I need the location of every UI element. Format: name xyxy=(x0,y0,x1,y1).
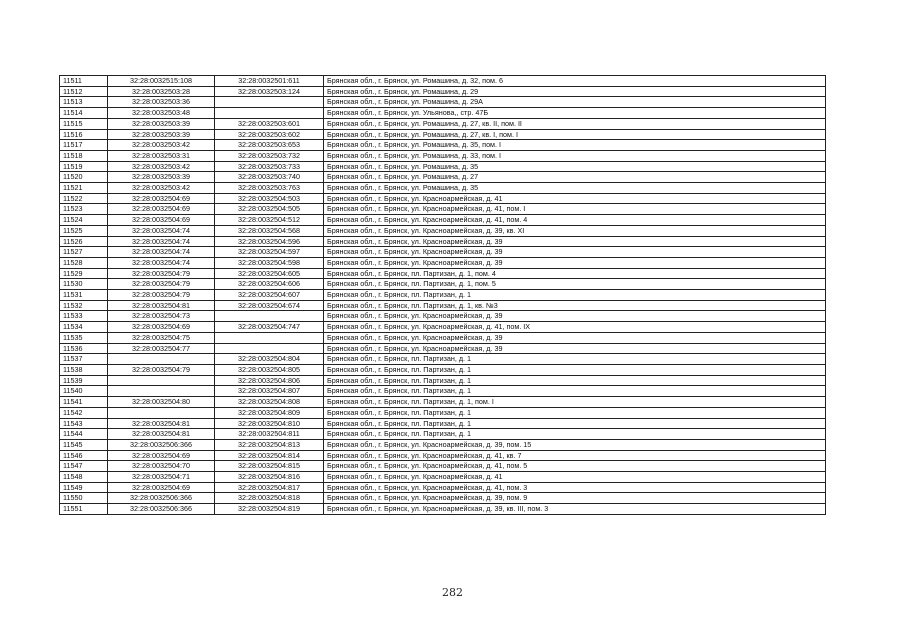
row-number-cell: 11512 xyxy=(60,86,108,97)
land-plot-cadastral-number-cell: 32:28:0032504:69 xyxy=(108,450,215,461)
address-cell: Брянская обл., г. Брянск, пл. Партизан, д. 1, пом. 5 xyxy=(324,279,826,290)
row-number-cell: 11515 xyxy=(60,118,108,129)
address-cell: Брянская обл., г. Брянск, ул. Ульянова,, стр. 47Б xyxy=(324,108,826,119)
row-number-cell: 11522 xyxy=(60,193,108,204)
table-row xyxy=(60,150,826,161)
cadastral-table xyxy=(59,75,826,515)
row-number-cell: 11527 xyxy=(60,247,108,258)
address-cell: Брянская обл., г. Брянск, пл. Партизан, д. 1 xyxy=(324,375,826,386)
land-plot-cadastral-number-cell: 32:28:0032506:366 xyxy=(108,504,215,515)
land-plot-cadastral-number-cell: 32:28:0032504:71 xyxy=(108,472,215,483)
row-number-cell: 11539 xyxy=(60,375,108,386)
table-row xyxy=(60,268,826,279)
table-row xyxy=(60,493,826,504)
table-row xyxy=(60,118,826,129)
table-row xyxy=(60,86,826,97)
table-row xyxy=(60,418,826,429)
building-cadastral-number-cell: 32:28:0032504:817 xyxy=(215,482,324,493)
land-plot-cadastral-number-cell: 32:28:0032506:366 xyxy=(108,439,215,450)
row-number-cell: 11535 xyxy=(60,332,108,343)
address-cell: Брянская обл., г. Брянск, ул. Красноармейская, д. 39 xyxy=(324,257,826,268)
address-cell: Брянская обл., г. Брянск, пл. Партизан, д. 1, пом. I xyxy=(324,397,826,408)
address-cell: Брянская обл., г. Брянск, ул. Ромашина, д. 27, кв. I, пом. I xyxy=(324,129,826,140)
building-cadastral-number-cell: 32:28:0032504:598 xyxy=(215,257,324,268)
building-cadastral-number-cell: 32:28:0032504:807 xyxy=(215,386,324,397)
building-cadastral-number-cell: 32:28:0032503:732 xyxy=(215,150,324,161)
land-plot-cadastral-number-cell: 32:28:0032506:366 xyxy=(108,493,215,504)
table-row xyxy=(60,76,826,87)
building-cadastral-number-cell: 32:28:0032503:733 xyxy=(215,161,324,172)
row-number-cell: 11529 xyxy=(60,268,108,279)
row-number-cell: 11541 xyxy=(60,397,108,408)
address-cell: Брянская обл., г. Брянск, ул. Красноармейская, д. 39 xyxy=(324,311,826,322)
building-cadastral-number-cell: 32:28:0032504:805 xyxy=(215,364,324,375)
land-plot-cadastral-number-cell: 32:28:0032503:39 xyxy=(108,129,215,140)
row-number-cell: 11534 xyxy=(60,322,108,333)
land-plot-cadastral-number-cell xyxy=(108,407,215,418)
building-cadastral-number-cell: 32:28:0032504:819 xyxy=(215,504,324,515)
building-cadastral-number-cell xyxy=(215,311,324,322)
row-number-cell: 11546 xyxy=(60,450,108,461)
address-cell: Брянская обл., г. Брянск, пл. Партизан, д. 1, пом. 4 xyxy=(324,268,826,279)
land-plot-cadastral-number-cell: 32:28:0032504:79 xyxy=(108,279,215,290)
building-cadastral-number-cell: 32:28:0032501:611 xyxy=(215,76,324,87)
land-plot-cadastral-number-cell: 32:28:0032503:31 xyxy=(108,150,215,161)
address-cell: Брянская обл., г. Брянск, ул. Красноармейская, д. 41, пом. IX xyxy=(324,322,826,333)
address-cell: Брянская обл., г. Брянск, ул. Красноармейская, д. 41, пом. I xyxy=(324,204,826,215)
address-cell: Брянская обл., г. Брянск, ул. Ромашина, д. 29А xyxy=(324,97,826,108)
row-number-cell: 11551 xyxy=(60,504,108,515)
building-cadastral-number-cell: 32:28:0032504:804 xyxy=(215,354,324,365)
land-plot-cadastral-number-cell: 32:28:0032504:80 xyxy=(108,397,215,408)
land-plot-cadastral-number-cell: 32:28:0032504:74 xyxy=(108,257,215,268)
land-plot-cadastral-number-cell: 32:28:0032504:74 xyxy=(108,236,215,247)
land-plot-cadastral-number-cell: 32:28:0032504:75 xyxy=(108,332,215,343)
address-cell: Брянская обл., г. Брянск, ул. Красноармейская, д. 41 xyxy=(324,193,826,204)
building-cadastral-number-cell xyxy=(215,343,324,354)
table-row xyxy=(60,482,826,493)
land-plot-cadastral-number-cell: 32:28:0032504:79 xyxy=(108,364,215,375)
address-cell: Брянская обл., г. Брянск, ул. Ромашина, д. 35 xyxy=(324,183,826,194)
row-number-cell: 11518 xyxy=(60,150,108,161)
table-row xyxy=(60,354,826,365)
building-cadastral-number-cell: 32:28:0032504:806 xyxy=(215,375,324,386)
row-number-cell: 11544 xyxy=(60,429,108,440)
row-number-cell: 11543 xyxy=(60,418,108,429)
building-cadastral-number-cell xyxy=(215,332,324,343)
building-cadastral-number-cell: 32:28:0032504:597 xyxy=(215,247,324,258)
table-row xyxy=(60,140,826,151)
row-number-cell: 11547 xyxy=(60,461,108,472)
table-row xyxy=(60,472,826,483)
land-plot-cadastral-number-cell: 32:28:0032504:81 xyxy=(108,300,215,311)
table-row xyxy=(60,504,826,515)
table-row xyxy=(60,461,826,472)
land-plot-cadastral-number-cell: 32:28:0032503:39 xyxy=(108,172,215,183)
address-cell: Брянская обл., г. Брянск, пл. Партизан, д. 1 xyxy=(324,407,826,418)
address-cell: Брянская обл., г. Брянск, ул. Красноармейская, д. 41 xyxy=(324,472,826,483)
building-cadastral-number-cell xyxy=(215,97,324,108)
table-row xyxy=(60,97,826,108)
building-cadastral-number-cell: 32:28:0032503:124 xyxy=(215,86,324,97)
land-plot-cadastral-number-cell: 32:28:0032504:81 xyxy=(108,418,215,429)
address-cell: Брянская обл., г. Брянск, ул. Красноармейская, д. 39 xyxy=(324,332,826,343)
address-cell: Брянская обл., г. Брянск, пл. Партизан, д. 1 xyxy=(324,429,826,440)
table-row xyxy=(60,332,826,343)
building-cadastral-number-cell xyxy=(215,108,324,119)
row-number-cell: 11538 xyxy=(60,364,108,375)
table-row xyxy=(60,279,826,290)
land-plot-cadastral-number-cell: 32:28:0032504:77 xyxy=(108,343,215,354)
building-cadastral-number-cell: 32:28:0032504:607 xyxy=(215,290,324,301)
building-cadastral-number-cell: 32:28:0032504:814 xyxy=(215,450,324,461)
land-plot-cadastral-number-cell: 32:28:0032504:73 xyxy=(108,311,215,322)
row-number-cell: 11524 xyxy=(60,215,108,226)
table-row xyxy=(60,225,826,236)
row-number-cell: 11525 xyxy=(60,225,108,236)
building-cadastral-number-cell: 32:28:0032504:818 xyxy=(215,493,324,504)
address-cell: Брянская обл., г. Брянск, ул. Красноармейская, д. 39 xyxy=(324,343,826,354)
row-number-cell: 11531 xyxy=(60,290,108,301)
land-plot-cadastral-number-cell: 32:28:0032504:74 xyxy=(108,247,215,258)
land-plot-cadastral-number-cell: 32:28:0032504:69 xyxy=(108,482,215,493)
land-plot-cadastral-number-cell: 32:28:0032504:69 xyxy=(108,215,215,226)
address-cell: Брянская обл., г. Брянск, ул. Красноармейская, д. 41, пом. 4 xyxy=(324,215,826,226)
land-plot-cadastral-number-cell xyxy=(108,375,215,386)
address-cell: Брянская обл., г. Брянск, ул. Красноармейская, д. 41, пом. 5 xyxy=(324,461,826,472)
page-number: 282 xyxy=(442,586,463,599)
row-number-cell: 11516 xyxy=(60,129,108,140)
address-cell: Брянская обл., г. Брянск, ул. Ромашина, д. 33, пом. I xyxy=(324,150,826,161)
address-cell: Брянская обл., г. Брянск, пл. Партизан, д. 1 xyxy=(324,354,826,365)
table-row xyxy=(60,215,826,226)
address-cell: Брянская обл., г. Брянск, пл. Партизан, д. 1 xyxy=(324,364,826,375)
building-cadastral-number-cell: 32:28:0032504:512 xyxy=(215,215,324,226)
row-number-cell: 11513 xyxy=(60,97,108,108)
address-cell: Брянская обл., г. Брянск, пл. Партизан, д. 1 xyxy=(324,418,826,429)
land-plot-cadastral-number-cell xyxy=(108,386,215,397)
building-cadastral-number-cell: 32:28:0032503:601 xyxy=(215,118,324,129)
land-plot-cadastral-number-cell: 32:28:0032504:81 xyxy=(108,429,215,440)
land-plot-cadastral-number-cell: 32:28:0032503:42 xyxy=(108,183,215,194)
table-row xyxy=(60,322,826,333)
table-row xyxy=(60,172,826,183)
row-number-cell: 11550 xyxy=(60,493,108,504)
row-number-cell: 11526 xyxy=(60,236,108,247)
row-number-cell: 11533 xyxy=(60,311,108,322)
building-cadastral-number-cell: 32:28:0032504:810 xyxy=(215,418,324,429)
building-cadastral-number-cell: 32:28:0032504:674 xyxy=(215,300,324,311)
building-cadastral-number-cell: 32:28:0032504:503 xyxy=(215,193,324,204)
land-plot-cadastral-number-cell: 32:28:0032503:42 xyxy=(108,161,215,172)
table-row xyxy=(60,450,826,461)
row-number-cell: 11520 xyxy=(60,172,108,183)
building-cadastral-number-cell: 32:28:0032504:816 xyxy=(215,472,324,483)
address-cell: Брянская обл., г. Брянск, ул. Красноармейская, д. 39, пом. 9 xyxy=(324,493,826,504)
land-plot-cadastral-number-cell xyxy=(108,354,215,365)
building-cadastral-number-cell: 32:28:0032504:605 xyxy=(215,268,324,279)
row-number-cell: 11542 xyxy=(60,407,108,418)
building-cadastral-number-cell: 32:28:0032503:653 xyxy=(215,140,324,151)
address-cell: Брянская обл., г. Брянск, ул. Ромашина, д. 27 xyxy=(324,172,826,183)
row-number-cell: 11545 xyxy=(60,439,108,450)
address-cell: Брянская обл., г. Брянск, пл. Партизан, д. 1 xyxy=(324,386,826,397)
address-cell: Брянская обл., г. Брянск, ул. Ромашина, д. 29 xyxy=(324,86,826,97)
table-row xyxy=(60,439,826,450)
row-number-cell: 11528 xyxy=(60,257,108,268)
building-cadastral-number-cell: 32:28:0032504:811 xyxy=(215,429,324,440)
row-number-cell: 11517 xyxy=(60,140,108,151)
building-cadastral-number-cell: 32:28:0032504:808 xyxy=(215,397,324,408)
row-number-cell: 11532 xyxy=(60,300,108,311)
table-row xyxy=(60,204,826,215)
building-cadastral-number-cell: 32:28:0032503:763 xyxy=(215,183,324,194)
address-cell: Брянская обл., г. Брянск, ул. Ромашина, д. 35 xyxy=(324,161,826,172)
row-number-cell: 11549 xyxy=(60,482,108,493)
land-plot-cadastral-number-cell: 32:28:0032515:108 xyxy=(108,76,215,87)
table-row xyxy=(60,407,826,418)
table-row xyxy=(60,193,826,204)
building-cadastral-number-cell: 32:28:0032503:602 xyxy=(215,129,324,140)
address-cell: Брянская обл., г. Брянск, ул. Красноармейская, д. 39 xyxy=(324,247,826,258)
row-number-cell: 11511 xyxy=(60,76,108,87)
table-row xyxy=(60,236,826,247)
land-plot-cadastral-number-cell: 32:28:0032503:36 xyxy=(108,97,215,108)
address-cell: Брянская обл., г. Брянск, ул. Красноармейская, д. 41, пом. 3 xyxy=(324,482,826,493)
address-cell: Брянская обл., г. Брянск, ул. Красноармейская, д. 39, пом. 15 xyxy=(324,439,826,450)
land-plot-cadastral-number-cell: 32:28:0032503:28 xyxy=(108,86,215,97)
address-cell: Брянская обл., г. Брянск, ул. Ромашина, д. 35, пом. I xyxy=(324,140,826,151)
land-plot-cadastral-number-cell: 32:28:0032504:69 xyxy=(108,322,215,333)
land-plot-cadastral-number-cell: 32:28:0032504:79 xyxy=(108,268,215,279)
land-plot-cadastral-number-cell: 32:28:0032504:69 xyxy=(108,193,215,204)
row-number-cell: 11540 xyxy=(60,386,108,397)
address-cell: Брянская обл., г. Брянск, ул. Красноармейская, д. 41, кв. 7 xyxy=(324,450,826,461)
table-row xyxy=(60,290,826,301)
building-cadastral-number-cell: 32:28:0032504:813 xyxy=(215,439,324,450)
row-number-cell: 11548 xyxy=(60,472,108,483)
land-plot-cadastral-number-cell: 32:28:0032503:39 xyxy=(108,118,215,129)
building-cadastral-number-cell: 32:28:0032504:568 xyxy=(215,225,324,236)
building-cadastral-number-cell: 32:28:0032504:596 xyxy=(215,236,324,247)
row-number-cell: 11523 xyxy=(60,204,108,215)
table-row xyxy=(60,257,826,268)
table-row xyxy=(60,375,826,386)
address-cell: Брянская обл., г. Брянск, ул. Ромашина, д. 32, пом. 6 xyxy=(324,76,826,87)
row-number-cell: 11530 xyxy=(60,279,108,290)
building-cadastral-number-cell: 32:28:0032504:747 xyxy=(215,322,324,333)
address-cell: Брянская обл., г. Брянск, ул. Ромашина, д. 27, кв. II, пом. II xyxy=(324,118,826,129)
address-cell: Брянская обл., г. Брянск, ул. Красноармейская, д. 39, кв. XI xyxy=(324,225,826,236)
row-number-cell: 11536 xyxy=(60,343,108,354)
row-number-cell: 11537 xyxy=(60,354,108,365)
table-row xyxy=(60,343,826,354)
table-body xyxy=(60,76,826,515)
address-cell: Брянская обл., г. Брянск, пл. Партизан, д. 1, кв. №3 xyxy=(324,300,826,311)
building-cadastral-number-cell: 32:28:0032504:606 xyxy=(215,279,324,290)
table-row xyxy=(60,300,826,311)
address-cell: Брянская обл., г. Брянск, ул. Красноармейская, д. 39 xyxy=(324,236,826,247)
land-plot-cadastral-number-cell: 32:28:0032504:69 xyxy=(108,204,215,215)
address-cell: Брянская обл., г. Брянск, ул. Красноармейская, д. 39, кв. III, пом. 3 xyxy=(324,504,826,515)
table-row xyxy=(60,311,826,322)
row-number-cell: 11521 xyxy=(60,183,108,194)
table-row xyxy=(60,129,826,140)
building-cadastral-number-cell: 32:28:0032504:815 xyxy=(215,461,324,472)
table-row xyxy=(60,161,826,172)
row-number-cell: 11514 xyxy=(60,108,108,119)
table-row xyxy=(60,183,826,194)
table-row xyxy=(60,386,826,397)
building-cadastral-number-cell: 32:28:0032504:505 xyxy=(215,204,324,215)
table-row xyxy=(60,108,826,119)
land-plot-cadastral-number-cell: 32:28:0032504:74 xyxy=(108,225,215,236)
building-cadastral-number-cell: 32:28:0032503:740 xyxy=(215,172,324,183)
table-row xyxy=(60,247,826,258)
table-row xyxy=(60,364,826,375)
table-row xyxy=(60,429,826,440)
address-cell: Брянская обл., г. Брянск, пл. Партизан, д. 1 xyxy=(324,290,826,301)
row-number-cell: 11519 xyxy=(60,161,108,172)
land-plot-cadastral-number-cell: 32:28:0032504:79 xyxy=(108,290,215,301)
land-plot-cadastral-number-cell: 32:28:0032503:42 xyxy=(108,140,215,151)
land-plot-cadastral-number-cell: 32:28:0032503:48 xyxy=(108,108,215,119)
building-cadastral-number-cell: 32:28:0032504:809 xyxy=(215,407,324,418)
table-row xyxy=(60,397,826,408)
land-plot-cadastral-number-cell: 32:28:0032504:70 xyxy=(108,461,215,472)
